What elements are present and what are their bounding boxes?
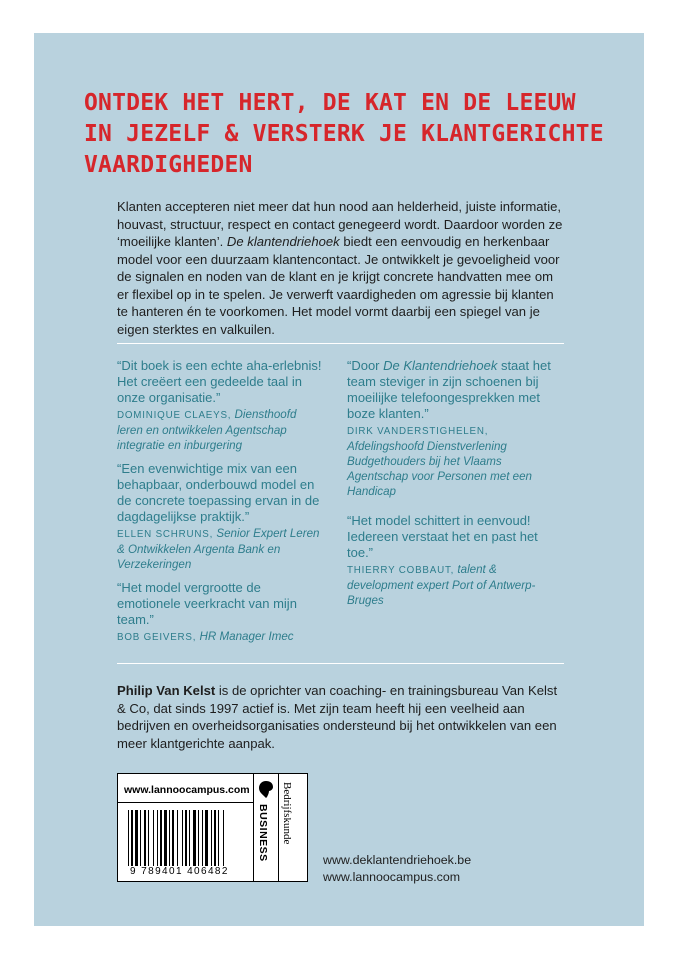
divider-bottom xyxy=(117,663,564,664)
quote-attribution xyxy=(347,423,555,499)
quote-text-pre: “Door xyxy=(347,358,384,373)
publisher-logo-icon xyxy=(256,779,276,799)
category-label: BUSINESS xyxy=(257,804,269,862)
intro-book-title: De klantendriehoek xyxy=(226,234,340,249)
quote-author: DIRK VANDERSTIGHELEN, xyxy=(347,426,489,437)
quote-author: BOB GEIVERS, xyxy=(117,632,197,643)
quote-author: THIERRY COBBAUT, xyxy=(347,565,455,576)
quote-role: Afdelingshoofd Dienstverlening Budgethouders bij het Vlaams Agentschap voor Personen met een Handicap xyxy=(347,440,532,498)
quote-block xyxy=(117,461,325,572)
quote-block xyxy=(347,513,555,608)
quote-attribution xyxy=(347,562,555,608)
author-bio xyxy=(117,682,567,752)
bio-text: is de oprichter van coaching- en trainingsbureau Van Kelst & Co, dat sinds 1997 actief is. Met zijn team heeft hij een veelheid aan bedrijven en overheidsorganisaties ondersteund bij het ontwikkelen van een meer klantgerichte aanpak. xyxy=(117,683,558,751)
quote-block xyxy=(117,358,325,453)
quote-text: “Het model schittert in eenvoud! Iedereen verstaat het en past het toe.” xyxy=(347,513,538,560)
label-divider xyxy=(278,774,279,881)
website-link[interactable]: www.deklantendriehoek.be xyxy=(323,853,472,867)
website-links xyxy=(323,852,583,886)
intro-text-1: Klanten accepteren niet meer dat hun nood aan helderheid, juiste informatie, houvast, structuur, respect en contact genegeerd wordt. Daardoor worden ze ‘moeilijke klanten’. xyxy=(117,199,563,249)
quote-book-title: De Klantendriehoek xyxy=(383,358,498,373)
quote-role: Diensthoofd leren en ontwikkelen Agentschap integratie en inburgering xyxy=(117,408,297,452)
quote-role: Senior Expert Leren & Ontwikkelen Argenta Bank en Verzekeringen xyxy=(117,527,320,571)
quote-text: “Een evenwichtige mix van een behapbaar, onderbouwd model en de concrete toepassing ervan in de dagdagelijkse praktijk.” xyxy=(117,461,320,524)
subject-label: Bedrijfskunde xyxy=(281,782,293,845)
website-link[interactable]: www.lannoocampus.com xyxy=(323,870,461,884)
divider-top xyxy=(117,343,564,344)
intro-paragraph xyxy=(117,198,567,338)
quote-attribution xyxy=(117,407,325,453)
quote-role: HR Manager Imec xyxy=(199,630,294,643)
quotes-right-column xyxy=(347,358,555,616)
barcode-label xyxy=(117,773,308,882)
quote-text: “Het model vergrootte de emotionele veerkracht van mijn team.” xyxy=(117,580,297,627)
intro-text-2: biedt een eenvoudig en herkenbaar model voor een duurzaam klantencontact. Je ontwikkelt je gevoeligheid voor de signalen en noden van de klant en je krijgt concrete handvatten mee om er flexibel op in te spelen. Je verwerft vaardigheden om agressie bij klanten te hanteren én te voorkomen. Het model vormt daarbij een spiegel van je eigen sterktes en valkuilen. xyxy=(117,234,560,337)
headline: ONTDEK HET HERT, DE KAT EN DE LEEUW IN JEZELF & VERSTERK JE KLANTGERICHTE VAARDIGHEDEN xyxy=(84,90,604,178)
label-url: www.lannoocampus.com xyxy=(124,784,250,796)
barcode-icon xyxy=(126,810,248,866)
quote-text: “Dit boek is een echte aha-erlebnis! Het creëert een gedeelde taal in onze organisatie.” xyxy=(117,358,322,405)
quote-block xyxy=(117,580,325,645)
quote-attribution xyxy=(117,629,325,645)
author-name: Philip Van Kelst xyxy=(117,683,216,698)
quote-author: DOMINIQUE CLAEYS, xyxy=(117,410,232,421)
quote-text-post: staat het team steviger in zijn schoenen bij moeilijke telefoongesprekken met boze klanten.” xyxy=(347,358,551,421)
isbn-number: 9 789401 406482 xyxy=(130,866,229,877)
quote-author: ELLEN SCHRUNS, xyxy=(117,529,214,540)
quote-text xyxy=(347,358,555,422)
label-divider xyxy=(253,774,254,881)
quote-block xyxy=(347,358,555,499)
label-divider xyxy=(118,802,253,803)
quotes-left-column xyxy=(117,358,325,653)
quote-role: talent & development expert Port of Antwerp-Bruges xyxy=(347,563,536,607)
quote-attribution xyxy=(117,526,325,572)
